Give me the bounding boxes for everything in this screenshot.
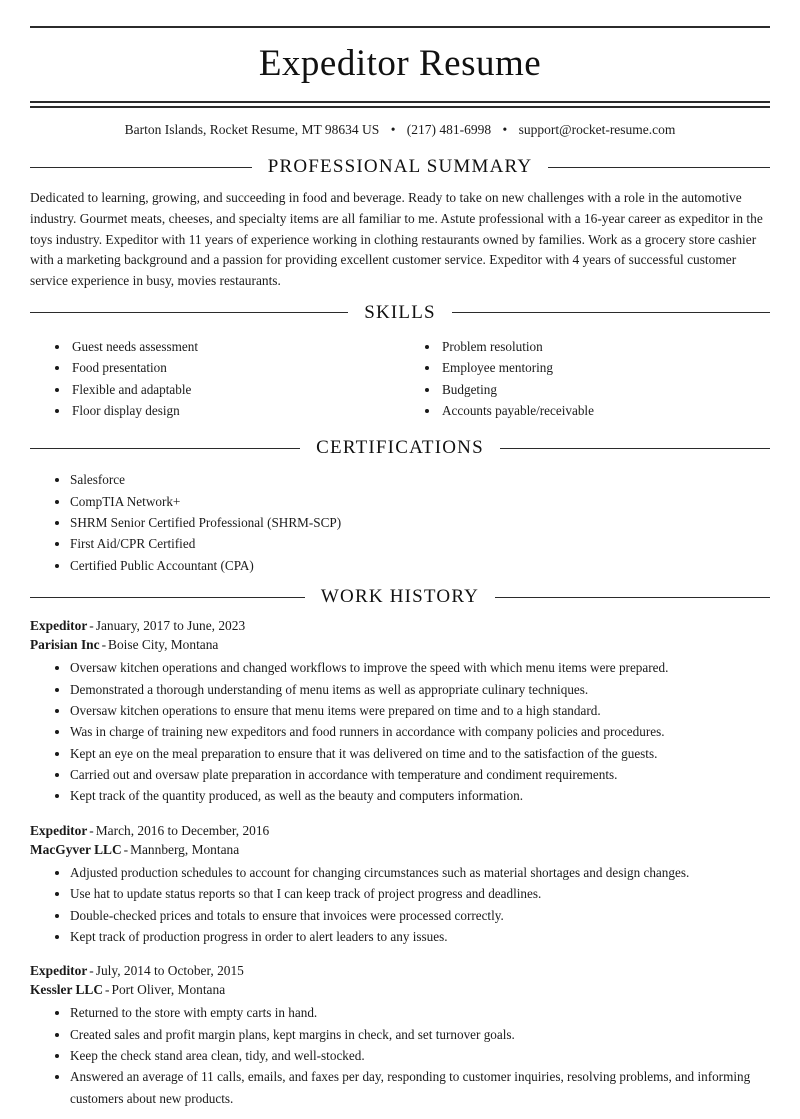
list-item: • Salesforce: [70, 469, 770, 490]
list-item: • Kept an eye on the meal preparation to ensure that it was delivered on time and to the satisfaction of the guests.: [70, 743, 770, 764]
list-item: • CompTIA Network+: [70, 491, 770, 512]
work-history-entry: [30, 963, 770, 1109]
title-divider: [30, 101, 770, 108]
list-item: • Oversaw kitchen operations and changed workflows to improve the speed with which menu items were prepared.: [70, 657, 770, 678]
summary-text: Dedicated to learning, growing, and succeeding in food and beverage. Ready to take on new challenges with a role in the automotive industry. Gourmet meats, cheeses, and specialty items are all familiar to me. Astute professional with a 16-year career as expeditor in the toys industry. Expeditor with 11 years of experience working in clothing restaurants owned by families. Work as a grocery store cashier with a marketing background and a passion for providing excellent customer service. Expeditor with 4 years of successful customer service experience in busy, movies restaurants.: [30, 190, 763, 289]
job-title: Expeditor: [30, 822, 88, 838]
job-title-line: Expeditor - March, 2016 to December, 2016: [30, 822, 270, 838]
job-title: Expeditor: [30, 963, 88, 979]
section-rule-right: [452, 312, 770, 313]
job-company: Kessler LLC: [30, 982, 104, 998]
skills-column-right: [400, 334, 770, 428]
job-dates: January, 2017 to June, 2023: [95, 618, 246, 634]
job-location: Boise City, Montana: [108, 637, 219, 653]
section-rule-right: [495, 597, 770, 598]
list-item: • Use hat to update status reports so that I can keep track of project progress and deadlines.: [70, 883, 770, 904]
section-header-summary: [30, 156, 770, 178]
section-rule-right: [548, 167, 770, 168]
list-item: • Demonstrated a thorough understanding of menu items as well as appropriate culinary techniques.: [70, 679, 770, 700]
contact-address: Barton Islands, Rocket Resume, MT 98634 US: [124, 122, 380, 137]
list-item: • Adjusted production schedules to account for changing circumstances such as material shortages and design changes.: [70, 862, 770, 883]
certifications-list: [30, 469, 770, 576]
section-header-work-history: [30, 586, 770, 608]
section-title-certifications: CERTIFICATIONS: [316, 437, 484, 459]
section-rule-left: [30, 312, 348, 313]
job-location: Port Oliver, Montana: [111, 982, 226, 998]
job-title: Expeditor: [30, 618, 88, 634]
job-dates: July, 2014 to October, 2015: [95, 963, 244, 979]
top-divider: [30, 26, 770, 28]
job-bullet-list: [30, 657, 770, 807]
list-item: • Budgeting: [440, 379, 770, 400]
skills-column-left: [30, 334, 400, 428]
contact-email[interactable]: support@rocket-resume.com: [518, 122, 676, 137]
list-item: • Answered an average of 11 calls, emails, and faxes per day, responding to customer inquiries, resolving problems, and informing customers about new products.: [70, 1066, 770, 1109]
skills-list-right: [400, 336, 770, 422]
list-item: • Oversaw kitchen operations to ensure that menu items were prepared on time and to a high standard.: [70, 700, 770, 721]
list-item: • Floor display design: [70, 400, 400, 421]
section-title-work-history: WORK HISTORY: [320, 586, 480, 608]
list-item: • Created sales and profit margin plans, kept margins in check, and set turnover goals.: [70, 1024, 770, 1045]
job-company: MacGyver LLC: [30, 841, 122, 857]
job-company: Parisian Inc: [30, 637, 100, 653]
list-item: • Returned to the store with empty carts in hand.: [70, 1002, 770, 1023]
list-item: • Guest needs assessment: [70, 336, 400, 357]
job-company-line: MacGyver LLC - Mannberg, Montana: [30, 841, 240, 857]
list-item: • Double-checked prices and totals to ensure that invoices were processed correctly.: [70, 905, 770, 926]
job-bullet-list: [30, 1002, 770, 1109]
job-company-line: Kessler LLC - Port Oliver, Montana: [30, 982, 226, 998]
section-rule-left: [30, 597, 305, 598]
list-item: • Keep the check stand area clean, tidy, and well-stocked.: [70, 1045, 770, 1066]
list-item: • Accounts payable/receivable: [440, 400, 770, 421]
job-dates: March, 2016 to December, 2016: [95, 822, 270, 838]
list-item: • Employee mentoring: [440, 357, 770, 378]
skills-list-left: [30, 336, 400, 422]
job-company-line: Parisian Inc - Boise City, Montana: [30, 637, 219, 653]
section-rule-left: [30, 448, 300, 449]
contact-phone: (217) 481-6998: [406, 122, 492, 137]
section-rule-right: [500, 448, 770, 449]
section-header-certifications: [30, 437, 770, 459]
list-item: • Certified Public Accountant (CPA): [70, 555, 770, 576]
list-item: • Kept track of production progress in order to alert leaders to any issues.: [70, 926, 770, 947]
section-header-skills: [30, 302, 770, 324]
page-title: Expeditor Resume: [258, 43, 542, 84]
contact-line: [30, 122, 770, 138]
job-location: Mannberg, Montana: [130, 841, 240, 857]
list-item: • Kept track of the quantity produced, as well as the beauty and computers information.: [70, 785, 770, 806]
list-item: • First Aid/CPR Certified: [70, 533, 770, 554]
list-item: • SHRM Senior Certified Professional (SHRM-SCP): [70, 512, 770, 533]
list-item: • Food presentation: [70, 357, 400, 378]
list-item: • Carried out and oversaw plate preparation in accordance with temperature and condiment requirements.: [70, 764, 770, 785]
skills-columns: [30, 334, 770, 428]
job-bullet-list: [30, 862, 770, 948]
list-item: • Flexible and adaptable: [70, 379, 400, 400]
job-title-line: Expeditor - July, 2014 to October, 2015: [30, 963, 244, 979]
list-item: • Was in charge of training new expeditors and food runners in accordance with company policies and procedures.: [70, 721, 770, 742]
section-title-summary: PROFESSIONAL SUMMARY: [267, 156, 533, 177]
section-rule-left: [30, 167, 252, 168]
list-item: • Problem resolution: [440, 336, 770, 357]
job-title-line: Expeditor - January, 2017 to June, 2023: [30, 618, 246, 634]
work-history-entry: [30, 618, 770, 807]
contact-separator-1: •: [390, 122, 396, 137]
section-title-skills: SKILLS: [364, 301, 436, 323]
work-history-entry: [30, 823, 770, 948]
contact-separator-2: •: [502, 122, 508, 137]
